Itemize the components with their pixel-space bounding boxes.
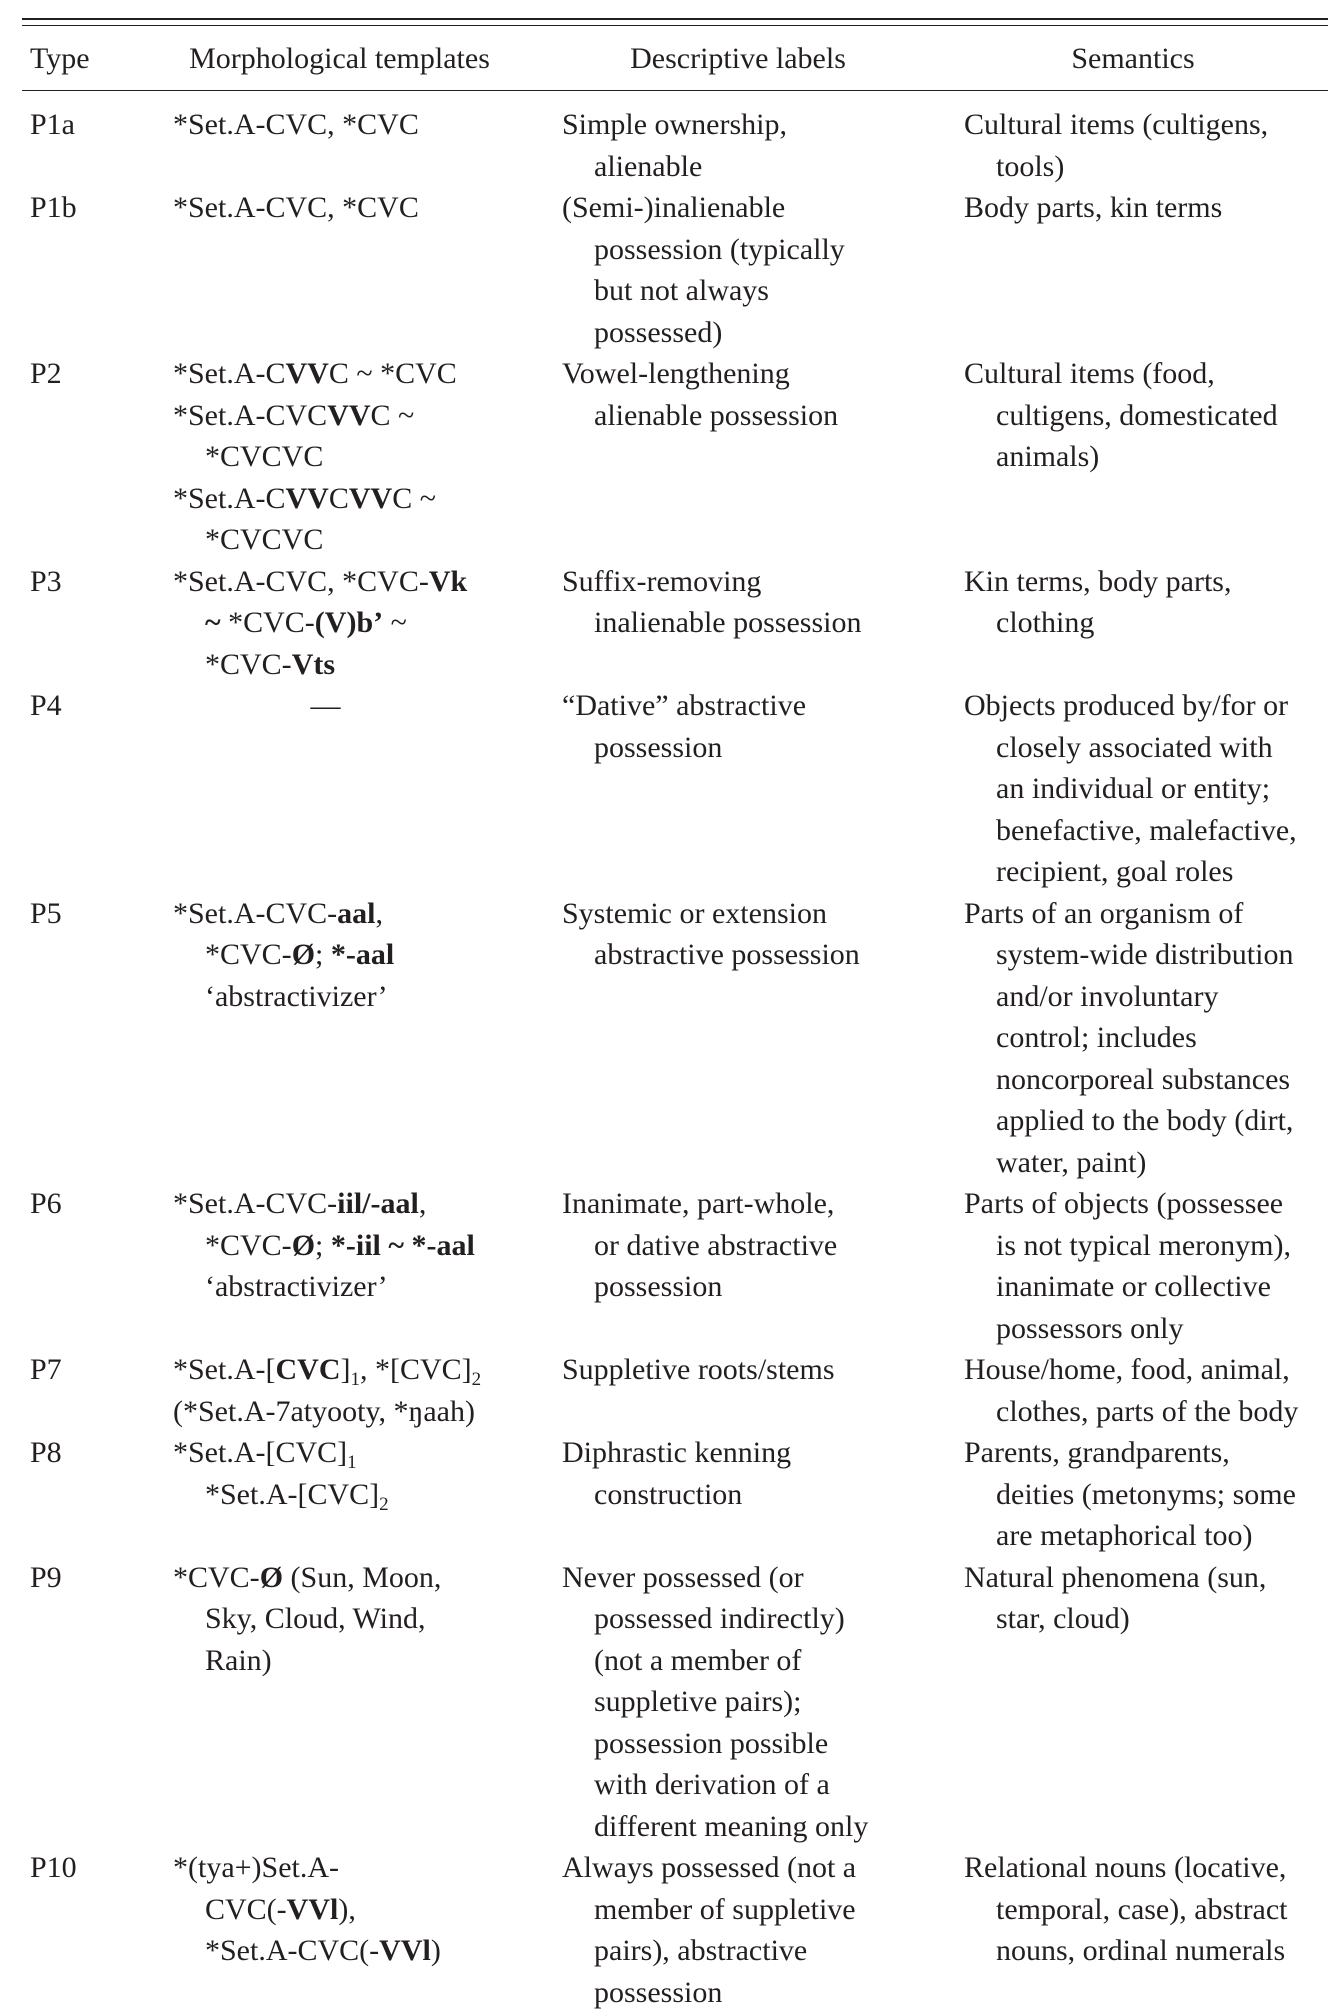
desc-line: alienable possession — [594, 398, 839, 432]
morph-line: $*Set.A-[CVC]_1$ — [173, 1436, 357, 1473]
table-row — [22, 1432, 1328, 1557]
morph-line: *Set.A-CVVCVVC ~ — [173, 481, 436, 515]
cell-sem — [938, 1349, 1328, 1432]
desc-line: or dative abstractive — [594, 1228, 838, 1262]
sem-line: Cultural items (cultigens, — [964, 108, 1269, 141]
desc-line: Simple ownership, — [562, 108, 787, 141]
desc-line: possession — [594, 730, 723, 764]
morph-line: *Set.A-CVC(-VVl) — [205, 1934, 441, 1967]
cell-type: P9 — [30, 1560, 62, 1594]
desc-line: abstractive possession — [594, 938, 860, 971]
header-semantics: Semantics — [1071, 42, 1195, 75]
cell-desc — [538, 893, 938, 1184]
desc-line: possession possible — [594, 1726, 829, 1760]
desc-line: (Semi-)inalienable — [562, 191, 786, 224]
desc-line: suppletive pairs); — [594, 1685, 802, 1718]
desc-line: “Dative” abstractive — [562, 689, 807, 722]
desc-line: possessed) — [594, 315, 723, 349]
cell-desc — [538, 1557, 938, 1848]
morph-line: *Set.A-CVC, *CVC — [173, 108, 419, 141]
cell-morph — [141, 91, 538, 187]
cell-sem — [938, 353, 1328, 561]
morph-line: CVC(-VVl), — [205, 1892, 356, 1926]
cell-desc — [538, 685, 938, 893]
sem-line: House/home, food, animal, — [964, 1353, 1290, 1386]
cell-desc — [538, 353, 938, 561]
morph-line: ~ *CVC-(V)b’ ~ — [205, 606, 407, 639]
sem-line: and/or involuntary — [996, 979, 1219, 1013]
desc-line: construction — [594, 1477, 743, 1511]
desc-line: possession — [594, 1975, 723, 2009]
morph-line: ‘abstractivizer’ — [205, 1270, 388, 1303]
cell-sem — [938, 685, 1328, 893]
table-row — [22, 187, 1328, 353]
cell-morph — [141, 1847, 538, 2013]
sem-line: are metaphorical too) — [996, 1519, 1253, 1552]
morph-line: *Set.A-CVC-iil/-aal, — [173, 1187, 427, 1220]
cell-morph — [141, 1349, 538, 1432]
desc-line: but not always — [594, 274, 769, 307]
morph-line: *Set.A-CVC, *CVC — [173, 191, 419, 224]
cell-desc — [538, 187, 938, 353]
cell-morph — [141, 893, 538, 1184]
cell-type: P1a — [30, 108, 75, 141]
desc-line: Systemic or extension — [562, 896, 827, 930]
sem-line: water, paint) — [996, 1145, 1147, 1179]
cell-morph — [141, 1183, 538, 1349]
sem-line: Body parts, kin terms — [964, 191, 1223, 224]
top-rule — [22, 18, 1328, 20]
sem-line: is not typical meronym), — [996, 1228, 1291, 1262]
morph-line: (*Set.A-7atyooty, *ŋaah) — [173, 1394, 475, 1428]
cell-desc — [538, 91, 938, 187]
table-row — [22, 561, 1328, 686]
sem-line: an individual or entity; — [996, 772, 1271, 805]
desc-line: possession — [594, 1270, 723, 1303]
cell-type: P6 — [30, 1187, 62, 1220]
sem-line: possessors only — [996, 1311, 1184, 1345]
table-row — [22, 685, 1328, 893]
cell-sem — [938, 91, 1328, 187]
desc-line: Always possessed (not a — [562, 1851, 857, 1884]
sem-line: control; includes — [996, 1021, 1197, 1054]
cell-morph — [141, 685, 538, 893]
header-descriptive-labels: Descriptive labels — [630, 42, 846, 75]
possession-types-table — [22, 26, 1328, 2013]
morph-line: ‘abstractivizer’ — [205, 979, 388, 1013]
morph-line: *CVC-Ø; *-aal — [205, 938, 395, 971]
cell-sem — [938, 561, 1328, 686]
header-type: Type — [30, 42, 90, 75]
sem-line: recipient, goal roles — [996, 855, 1234, 888]
cell-morph — [141, 561, 538, 686]
table-row — [22, 1847, 1328, 2013]
cell-type: P5 — [30, 896, 62, 930]
sem-line: benefactive, malefactive, — [996, 813, 1297, 847]
morph-line: *CVC-Vts — [205, 647, 336, 681]
cell-morph — [141, 187, 538, 353]
table-row — [22, 91, 1328, 187]
cell-sem — [938, 1847, 1328, 2013]
sem-line: Relational nouns (locative, — [964, 1851, 1287, 1884]
document-page — [22, 18, 1328, 2013]
cell-type: P10 — [30, 1851, 77, 1884]
sem-line: Natural phenomena (sun, — [964, 1560, 1267, 1594]
morph-line: *Set.A-CVC-aal, — [173, 896, 384, 930]
desc-line: Never possessed (or — [562, 1560, 804, 1594]
sem-line: Cultural items (food, — [964, 357, 1215, 390]
cell-morph — [141, 353, 538, 561]
desc-line: alienable — [594, 149, 703, 183]
desc-line: possessed indirectly) — [594, 1602, 845, 1635]
desc-line: Diphrastic kenning — [562, 1436, 792, 1469]
cell-type: P7 — [30, 1353, 62, 1386]
cell-sem — [938, 187, 1328, 353]
sem-line: Kin terms, body parts, — [964, 564, 1232, 598]
table-header-row — [22, 26, 1328, 90]
cell-sem — [938, 893, 1328, 1184]
cell-type: P1b — [30, 191, 77, 224]
morph-line: *CVCVC — [205, 523, 324, 556]
morph-line: $*Set.A-[CVC]_1$, $*[CVC]_2$ — [173, 1353, 482, 1390]
sem-line: deities (metonyms; some — [996, 1477, 1296, 1511]
cell-desc — [538, 1847, 938, 2013]
morph-line: *CVC-Ø; *-iil ~ *-aal — [205, 1228, 475, 1262]
cell-morph — [141, 1557, 538, 1848]
sem-line: cultigens, domesticated — [996, 398, 1278, 432]
table-row — [22, 1183, 1328, 1349]
desc-line: Suffix-removing — [562, 564, 762, 598]
desc-line: member of suppletive — [594, 1892, 856, 1926]
morph-line: Rain) — [205, 1643, 272, 1677]
sem-line: clothes, parts of the body — [996, 1394, 1299, 1428]
cell-desc — [538, 1432, 938, 1557]
cell-sem — [938, 1432, 1328, 1557]
cell-type: P2 — [30, 357, 62, 390]
morph-line: Sky, Cloud, Wind, — [205, 1602, 426, 1635]
desc-line: Suppletive roots/stems — [562, 1353, 835, 1386]
sem-line: closely associated with — [996, 730, 1273, 764]
table-row — [22, 1349, 1328, 1432]
cell-desc — [538, 561, 938, 686]
sem-line: clothing — [996, 606, 1095, 639]
desc-line: with derivation of a — [594, 1768, 830, 1801]
desc-line: Inanimate, part-whole, — [562, 1187, 835, 1220]
sem-line: Parts of objects (possessee — [964, 1187, 1284, 1220]
table-row — [22, 353, 1328, 561]
morph-line: *Set.A-CVC, *CVC-Vk — [173, 564, 468, 598]
sem-line: inanimate or collective — [996, 1270, 1271, 1303]
cell-sem — [938, 1557, 1328, 1848]
sem-line: nouns, ordinal numerals — [996, 1934, 1286, 1967]
cell-type: P4 — [30, 689, 62, 722]
sem-line: Parts of an organism of — [964, 896, 1244, 930]
cell-sem — [938, 1183, 1328, 1349]
morph-line: *Set.A-CVVC ~ *CVC — [173, 357, 457, 390]
morph-line: *CVCVC — [205, 440, 324, 473]
cell-desc — [538, 1183, 938, 1349]
cell-type: P3 — [30, 564, 62, 598]
morph-line: *Set.A-CVCVVC ~ — [173, 398, 415, 432]
header-morphological-templates: Morphological templates — [189, 42, 490, 75]
morph-empty-dash: — — [310, 689, 341, 722]
cell-desc — [538, 1349, 938, 1432]
morph-line: *CVC-Ø (Sun, Moon, — [173, 1560, 442, 1594]
sem-line: noncorporeal substances — [996, 1062, 1291, 1096]
desc-line: (not a member of — [594, 1643, 802, 1677]
table-row — [22, 1557, 1328, 1848]
morph-line: $*Set.A-[CVC]_2$ — [205, 1477, 389, 1515]
sem-line: animals) — [996, 440, 1100, 473]
cell-type: P8 — [30, 1436, 62, 1469]
desc-line: pairs), abstractive — [594, 1934, 808, 1967]
cell-morph — [141, 1432, 538, 1557]
sem-line: applied to the body (dirt, — [996, 1104, 1294, 1137]
sem-line: system-wide distribution — [996, 938, 1294, 971]
table-row — [22, 893, 1328, 1184]
sem-line: temporal, case), abstract — [996, 1892, 1288, 1926]
morph-line: *(tya+)Set.A- — [173, 1851, 340, 1884]
desc-line: different meaning only — [594, 1809, 869, 1843]
sem-line: star, cloud) — [996, 1602, 1130, 1635]
sem-line: Objects produced by/for or — [964, 689, 1289, 722]
desc-line: possession (typically — [594, 232, 845, 266]
desc-line: inalienable possession — [594, 606, 862, 639]
sem-line: Parents, grandparents, — [964, 1436, 1230, 1469]
sem-line: tools) — [996, 149, 1065, 183]
desc-line: Vowel-lengthening — [562, 357, 790, 390]
